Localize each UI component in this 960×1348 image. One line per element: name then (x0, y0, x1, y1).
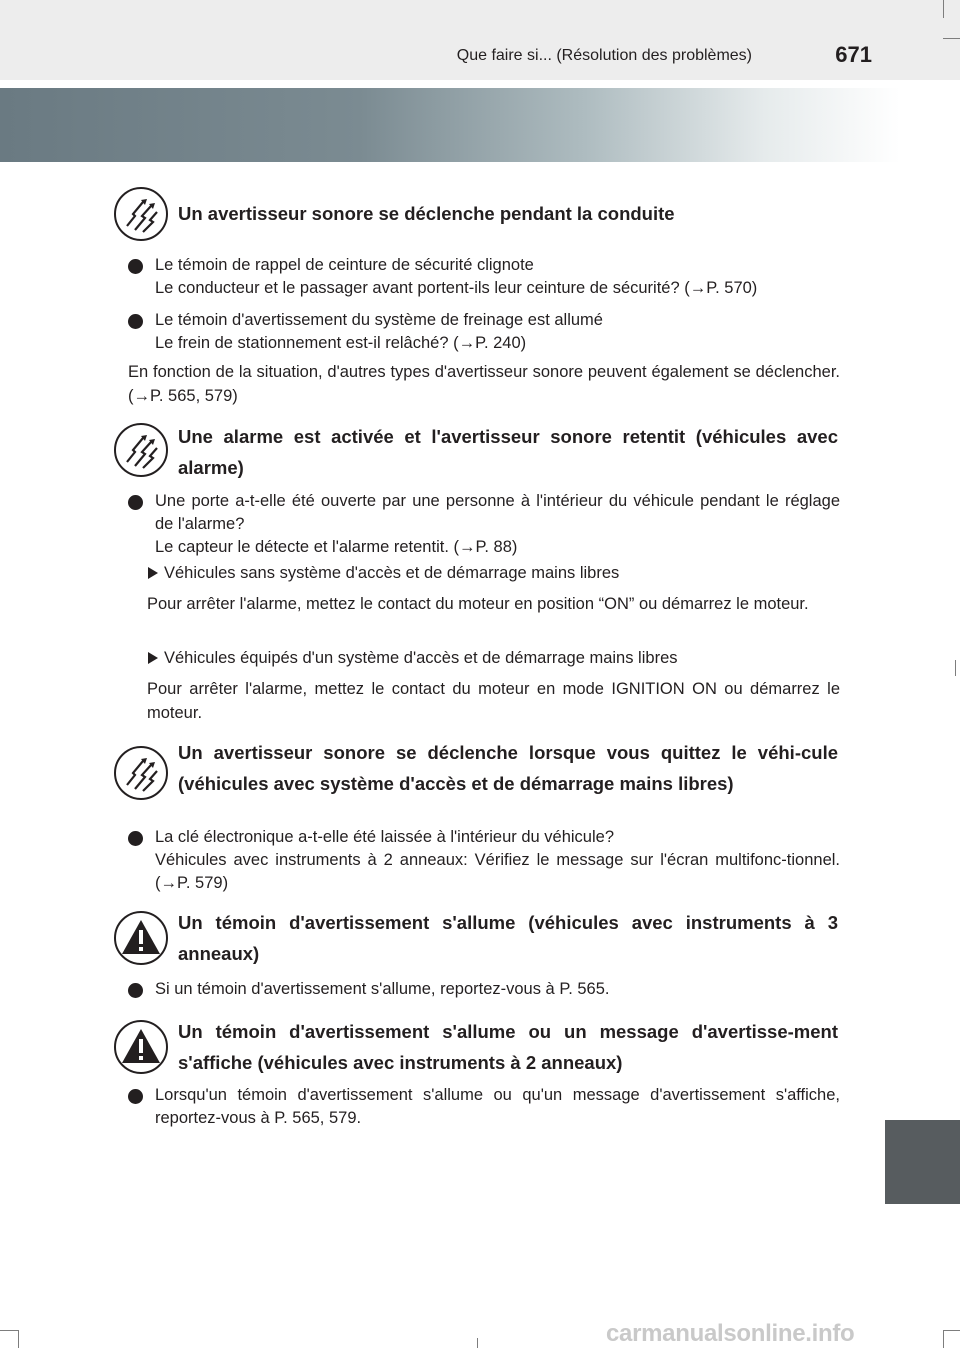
item-heading: Une porte a-t-elle été ouverte par une personne à l'intérieur du véhicule pendant le réglage de l'alarme? (155, 492, 840, 533)
section-title: Un avertisseur sonore se déclenche pendant la conduite (178, 203, 675, 224)
list-item (128, 309, 840, 355)
item-detail: Véhicules avec instruments à 2 anneaux: Vérifiez le message sur l'écran multifonc-tionnel. (→P. 579) (155, 851, 840, 892)
section-title: Une alarme est activée et l'avertisseur sonore retentit (véhicules avec alarme) (178, 426, 838, 478)
buzzer-icon (113, 422, 169, 478)
item-heading: La clé électronique a-t-elle été laissée à l'intérieur du véhicule? (155, 828, 615, 846)
sub-heading (148, 647, 840, 670)
watermark-logo: carmanualsonline.info (606, 1320, 855, 1347)
bullet-dot (128, 314, 143, 329)
item-detail: Le conducteur et le passager avant portent-ils leur ceinture de sécurité? (→P. 570) (155, 279, 758, 297)
crop-mark (943, 0, 944, 18)
item-detail: Le frein de stationnement est-il relâché? (→P. 240) (155, 334, 527, 352)
page-number: 671 (835, 42, 872, 67)
header-strip (0, 0, 960, 80)
warning-triangle-icon (113, 1019, 169, 1075)
list-item (128, 978, 840, 1001)
sub-heading (148, 562, 840, 585)
list-item (128, 254, 840, 300)
chapter-banner (0, 88, 900, 162)
bullet-dot (128, 259, 143, 274)
chapter-side-tab (885, 1120, 960, 1204)
section-title: Un témoin d'avertissement s'allume (véhicules avec instruments à 3 anneaux) (178, 912, 838, 964)
bullet-dot (128, 831, 143, 846)
item-heading: Le témoin de rappel de ceinture de sécurité clignote (155, 256, 534, 274)
crop-mark (477, 1338, 478, 1348)
crop-mark (18, 1330, 19, 1348)
buzzer-icon (113, 745, 169, 801)
item-heading: Le témoin d'avertissement du système de freinage est allumé (155, 311, 603, 329)
sub-paragraph: Pour arrêter l'alarme, mettez le contact du moteur en mode IGNITION ON ou démarrez le moteur. (147, 680, 840, 722)
crop-mark (943, 38, 960, 39)
section-title: Un témoin d'avertissement s'allume ou un message d'avertisse-ment s'affiche (véhicules avec instruments à 2 anneaux) (178, 1021, 838, 1073)
running-header: Que faire si... (Résolution des problèmes) (456, 47, 752, 64)
crop-mark (943, 1330, 960, 1331)
bullet-dot (128, 983, 143, 998)
sub-heading-label: Véhicules équipés d'un système d'accès et de démarrage mains libres (164, 649, 678, 667)
warning-triangle-icon (113, 910, 169, 966)
crop-mark (955, 660, 956, 676)
item-heading: Si un témoin d'avertissement s'allume, reportez-vous à P. 565. (155, 980, 610, 998)
list-item (128, 490, 840, 559)
buzzer-icon (113, 186, 169, 242)
item-heading: Lorsqu'un témoin d'avertissement s'allume ou qu'un message d'avertissement s'affiche, reportez-vous à P. 565, 579. (155, 1086, 840, 1127)
section-title: Un avertisseur sonore se déclenche lorsque vous quittez le véhi-cule (véhicules avec système d'accès et de démarrage mains libres) (178, 742, 838, 794)
item-detail: Le capteur le détecte et l'alarme retentit. (→P. 88) (155, 538, 518, 556)
triangle-bullet-icon (148, 652, 158, 664)
bullet-dot (128, 495, 143, 510)
sub-heading-label: Véhicules sans système d'accès et de démarrage mains libres (164, 564, 620, 582)
section-note: En fonction de la situation, d'autres types d'avertisseur sonore peuvent également se déclencher. (→P. 565, 579) (128, 363, 840, 405)
crop-mark (0, 1330, 18, 1331)
sub-paragraph: Pour arrêter l'alarme, mettez le contact du moteur en position “ON” ou démarrez le moteur. (147, 595, 809, 613)
list-item (128, 826, 840, 895)
triangle-bullet-icon (148, 567, 158, 579)
crop-mark (943, 1330, 944, 1348)
bullet-dot (128, 1089, 143, 1104)
list-item (128, 1084, 840, 1130)
